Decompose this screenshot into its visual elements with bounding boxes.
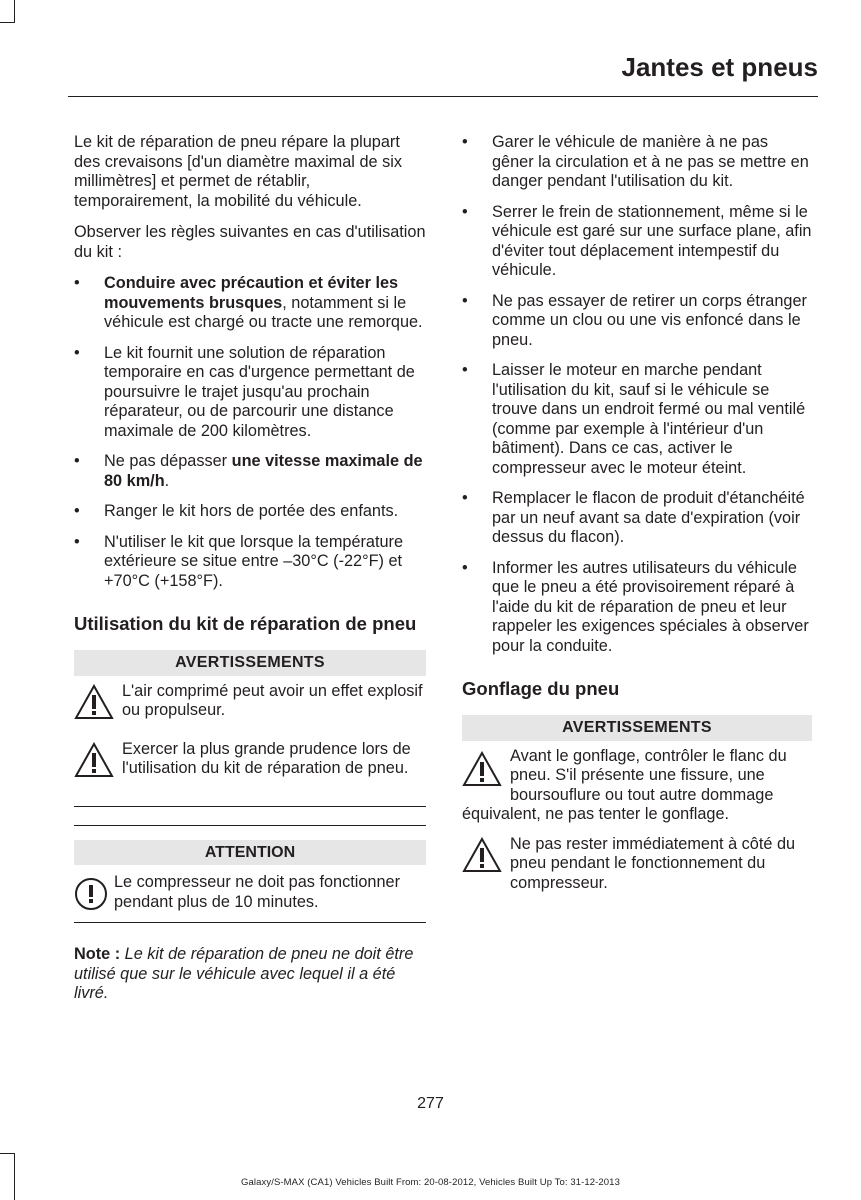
bullet: • [462,133,468,151]
list-item [462,559,812,657]
crop-mark-top-left [0,0,15,23]
list-item-text: Laisser le moteur en marche pendant l'utilisation du kit, sauf si le véhicule se trouve dans un endroit fermé ou mal ventilé (comme par exemple à l'intérieur d'un bâtiment). Dans ce cas, activer le compresseur avec le moteur éteint. [492,361,806,477]
warning-text: Ne pas rester immédiatement à côté du pneu pendant le fonctionnement du compresseur. [510,834,796,892]
bullet: • [74,343,80,362]
intro-paragraph-1: Le kit de réparation de pneu répare la plupart des crevaisons [d'un diamètre maximal de six millimètres] et permet de rétablir, temporairement, la mobilité du véhicule. [74,133,402,210]
warning-item [462,835,812,894]
footer-text: Galaxy/S-MAX (CA1) Vehicles Built From: 20-08-2012, Vehicles Built Up To: 31-12-2013 [241,1177,620,1188]
left-column [74,133,426,1016]
warning-text: Avant le gonflage, contrôler le flanc du pneu. S'il présente une fissure, une boursouflure ou tout autre dommage équivalent, ne pas tenter le gonflage. [462,746,787,823]
attention-item [74,873,426,912]
title-rule [68,96,818,97]
list-item [462,133,812,192]
attention-circle-icon [74,877,108,911]
bullet: • [462,558,468,577]
bullet: • [462,202,468,221]
list-item-text: , notamment si le véhicule est chargé ou tracte une remorque. [104,293,423,331]
warning-triangle-icon [74,742,114,778]
list-item-text: Ne pas essayer de retirer un corps étranger comme un clou ou une vis enfoncé dans le pneu. [492,291,807,349]
list-item-text: Le kit fournit une solution de réparation temporaire en cas d'urgence permettant de poursuivre le trajet jusqu'au prochain réparateur, ou de parcourir une distance maximale de 200 kilomètres. [104,343,415,440]
warning-triangle-icon [462,837,502,873]
list-item [74,274,426,333]
list-item [74,533,426,592]
attention-heading: ATTENTION [74,840,426,866]
warning-text: Exercer la plus grande prudence lors de l'utilisation du kit de réparation de pneu. [122,739,411,777]
warning-item [462,747,812,825]
list-item-text: N'utiliser le kit que lorsque la température extérieure se situe entre –30°C (-22°F) et +70°C (+158°F). [104,532,404,590]
bold-text: une vitesse maximale de 80 km/h [104,452,423,490]
rules-list [74,274,426,591]
bullet: • [462,291,468,310]
list-item-text: Informer les autres utilisateurs du véhicule que le pneu a été provisoirement réparé à l'aide du kit de réparation de pneu et leur rappeler les exigences spéciales à observer pour la conduite. [492,558,809,655]
list-item [462,292,812,351]
list-item-text: Garer le véhicule de manière à ne pas gêner la circulation et à ne pas se mettre en danger pendant l'utilisation du kit. [492,133,809,190]
section-heading: Utilisation du kit de réparation de pneu [74,613,417,634]
list-item-text: Remplacer le flacon de produit d'étanchéité par un neuf avant sa date d'expiration (voir dessus du flacon). [492,489,805,546]
precautions-list [462,133,812,656]
note-text: Le kit de réparation de pneu ne doit être utilisé que sur le véhicule avec lequel il a été livré. [74,945,414,1002]
list-item [462,203,812,281]
warning-text: L'air comprimé peut avoir un effet explosif ou propulseur. [122,681,423,719]
attention-box [74,825,426,924]
list-item [74,344,426,442]
bullet: • [74,502,80,520]
bullet: • [74,452,80,470]
warnings-heading: AVERTISSEMENTS [462,715,812,741]
bullet: • [462,489,468,507]
list-item-text: Ne pas dépasser [104,452,232,470]
warning-item [74,682,426,730]
list-item [462,361,812,478]
warnings-box [462,715,812,893]
attention-text: Le compresseur ne doit pas fonctionner pendant plus de 10 minutes. [114,873,400,911]
note [74,945,426,1004]
warnings-box [74,650,426,807]
list-item [74,502,426,522]
note-label: Note : [74,945,121,963]
warning-triangle-icon [462,751,502,787]
warning-triangle-icon [74,684,114,720]
intro-paragraph-2: Observer les règles suivantes en cas d'utilisation du kit : [74,223,426,261]
bullet: • [74,532,80,551]
right-column [462,133,812,903]
page-number: 277 [417,1095,444,1112]
list-item-text: Serrer le frein de stationnement, même si le véhicule est garé sur une surface plane, afin d'éviter tout déplacement intempestif du véhicule. [492,202,812,279]
bullet: • [462,361,468,379]
list-item [462,489,812,548]
warnings-heading: AVERTISSEMENTS [74,650,426,676]
list-item-text: Ranger le kit hors de portée des enfants. [104,502,399,520]
warning-item [74,740,426,788]
section-heading: Gonflage du pneu [462,678,620,699]
bullet: • [74,274,80,292]
list-item [74,452,426,491]
page-title: Jantes et pneus [621,52,818,82]
bold-text: Conduire avec précaution et éviter les mouvements brusques [104,274,399,312]
list-item-text: . [164,471,170,490]
